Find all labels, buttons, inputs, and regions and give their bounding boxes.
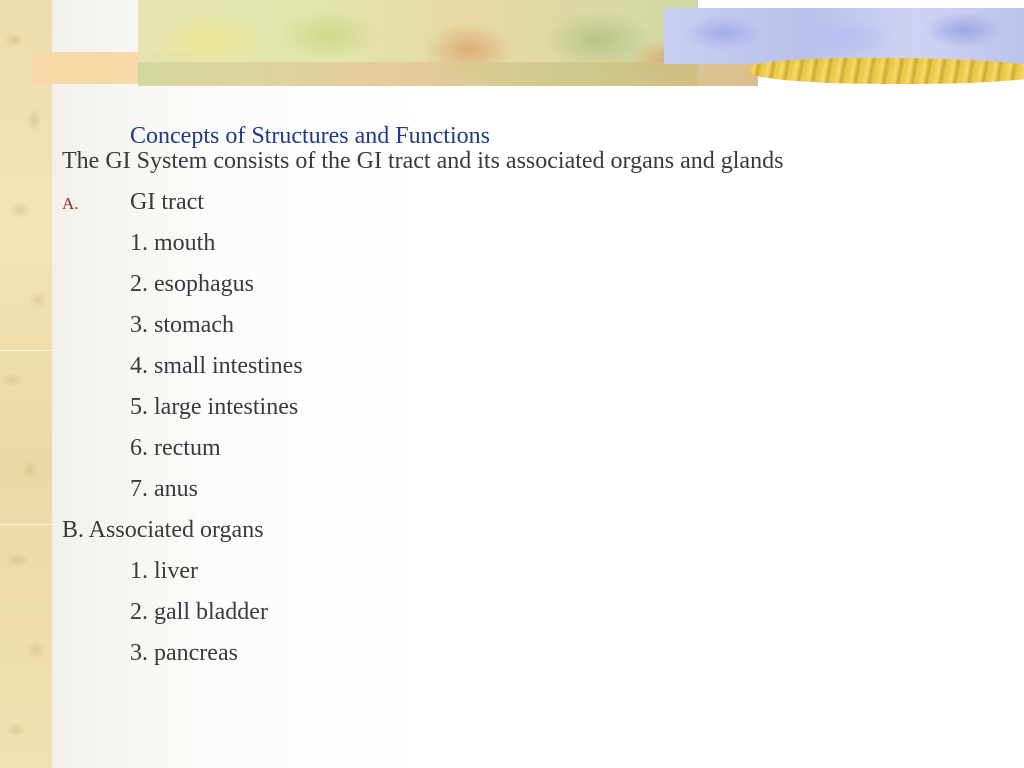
list-item: 2. gall bladder (130, 599, 268, 625)
banner-leaves-strip (138, 62, 758, 86)
list-item: 1. liver (130, 558, 198, 584)
parchment-border (0, 0, 52, 768)
section-a-marker: A. (62, 194, 79, 213)
list-item: 5. large intestines (130, 394, 299, 420)
section-a-heading: GI tract (130, 189, 204, 215)
list-item: 3. stomach (130, 312, 234, 338)
parchment-divider (0, 350, 52, 351)
intro-text: The GI System consists of the GI tract and its associated organs and glands (62, 148, 784, 174)
section-b-heading: B. Associated organs (62, 517, 264, 543)
parchment-divider (0, 524, 52, 525)
list-item: 2. esophagus (130, 271, 254, 297)
slide-body (62, 146, 1002, 679)
list-item: 3. pancreas (130, 640, 238, 666)
header-banner-image (30, 0, 1024, 92)
banner-gold-grain (750, 58, 1024, 84)
banner-blue-collage (664, 8, 1024, 64)
list-item: 1. mouth (130, 230, 216, 256)
list-item: 4. small intestines (130, 353, 303, 379)
list-item: 6. rectum (130, 435, 221, 461)
list-item: 7. anus (130, 476, 198, 502)
section-a-heading-row (62, 187, 1002, 228)
slide-title: Concepts of Structures and Functions (130, 123, 490, 149)
